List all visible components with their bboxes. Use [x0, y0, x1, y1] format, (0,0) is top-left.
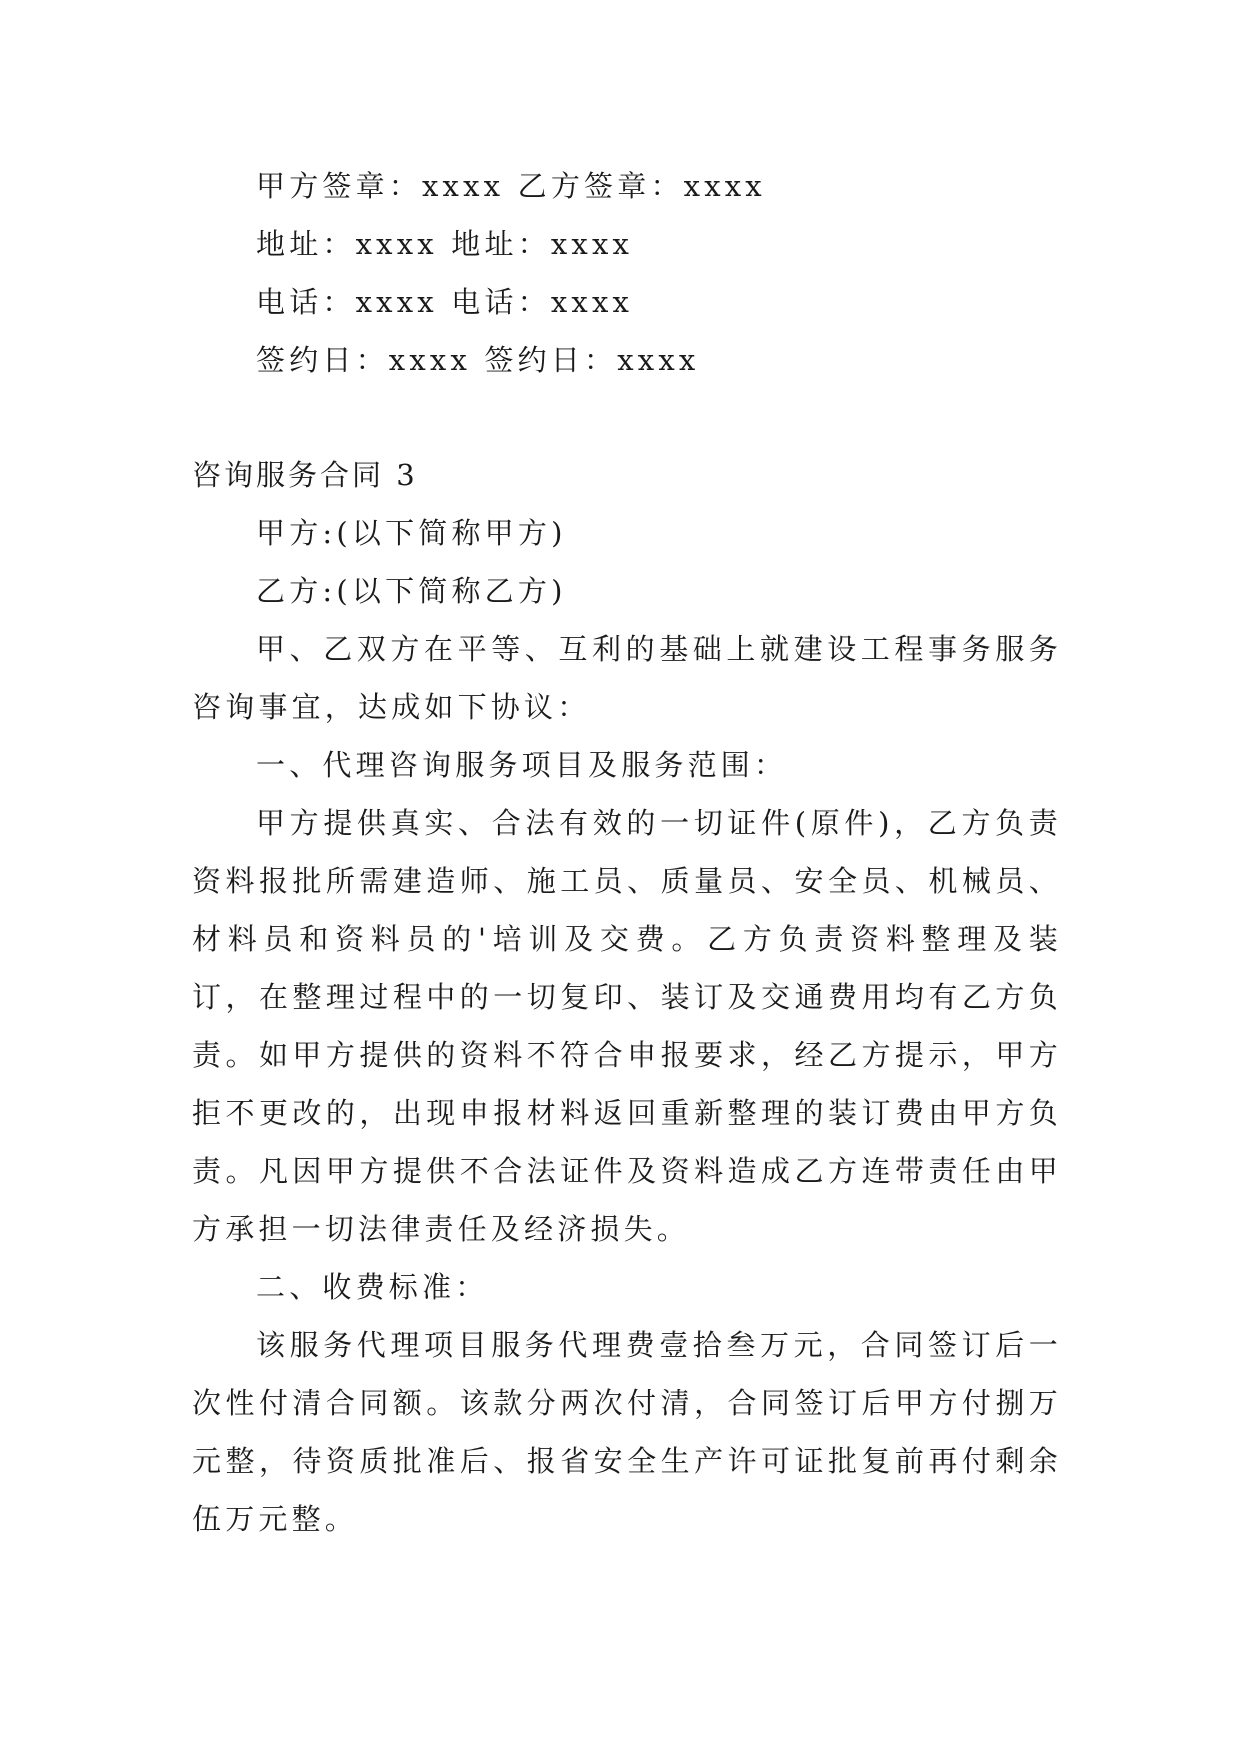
- party-b-line: 乙方:(以下简称乙方): [256, 574, 567, 608]
- section2-heading: 二、收费标准：: [256, 1270, 489, 1304]
- party-a-line: 甲方:(以下简称甲方): [256, 516, 567, 550]
- section1-heading: 一、代理咨询服务项目及服务范围：: [256, 748, 788, 782]
- preamble-paragraph: 甲、乙双方在平等、互利的基础上就建设工程事务服务咨询事宜，达成如下协议：: [192, 632, 1062, 724]
- signature-line-date: 签约日：xxxx 签约日：xxxx: [256, 343, 700, 377]
- signature-line-seal: 甲方签章：xxxx 乙方签章：xxxx: [256, 169, 766, 203]
- section2-paragraph: 该服务代理项目服务代理费壹拾叁万元，合同签订后一次性付清合同额。该款分两次付清，合同签订后甲方付捌万元整，待资质批准后、报省安全生产许可证批复前再付剩余伍万元整。: [192, 1328, 1062, 1536]
- section1-paragraph: 甲方提供真实、合法有效的一切证件(原件)，乙方负责资料报批所需建造师、施工员、质量员、安全员、机械员、材料员和资料员的'培训及交费。乙方负责资料整理及装订，在整理过程中的一切复印、装订及交通费用均有乙方负责。如甲方提供的资料不符合申报要求，经乙方提示，甲方拒不更改的，出现申报材料返回重新整理的装订费由甲方负责。凡因甲方提供不合法证件及资料造成乙方连带责任由甲方承担一切法律责任及经济损失。: [192, 806, 1062, 1246]
- contract-title: 咨询服务合同 3: [192, 458, 418, 492]
- signature-line-address: 地址：xxxx 地址：xxxx: [256, 227, 634, 261]
- signature-line-phone: 电话：xxxx 电话：xxxx: [256, 285, 634, 319]
